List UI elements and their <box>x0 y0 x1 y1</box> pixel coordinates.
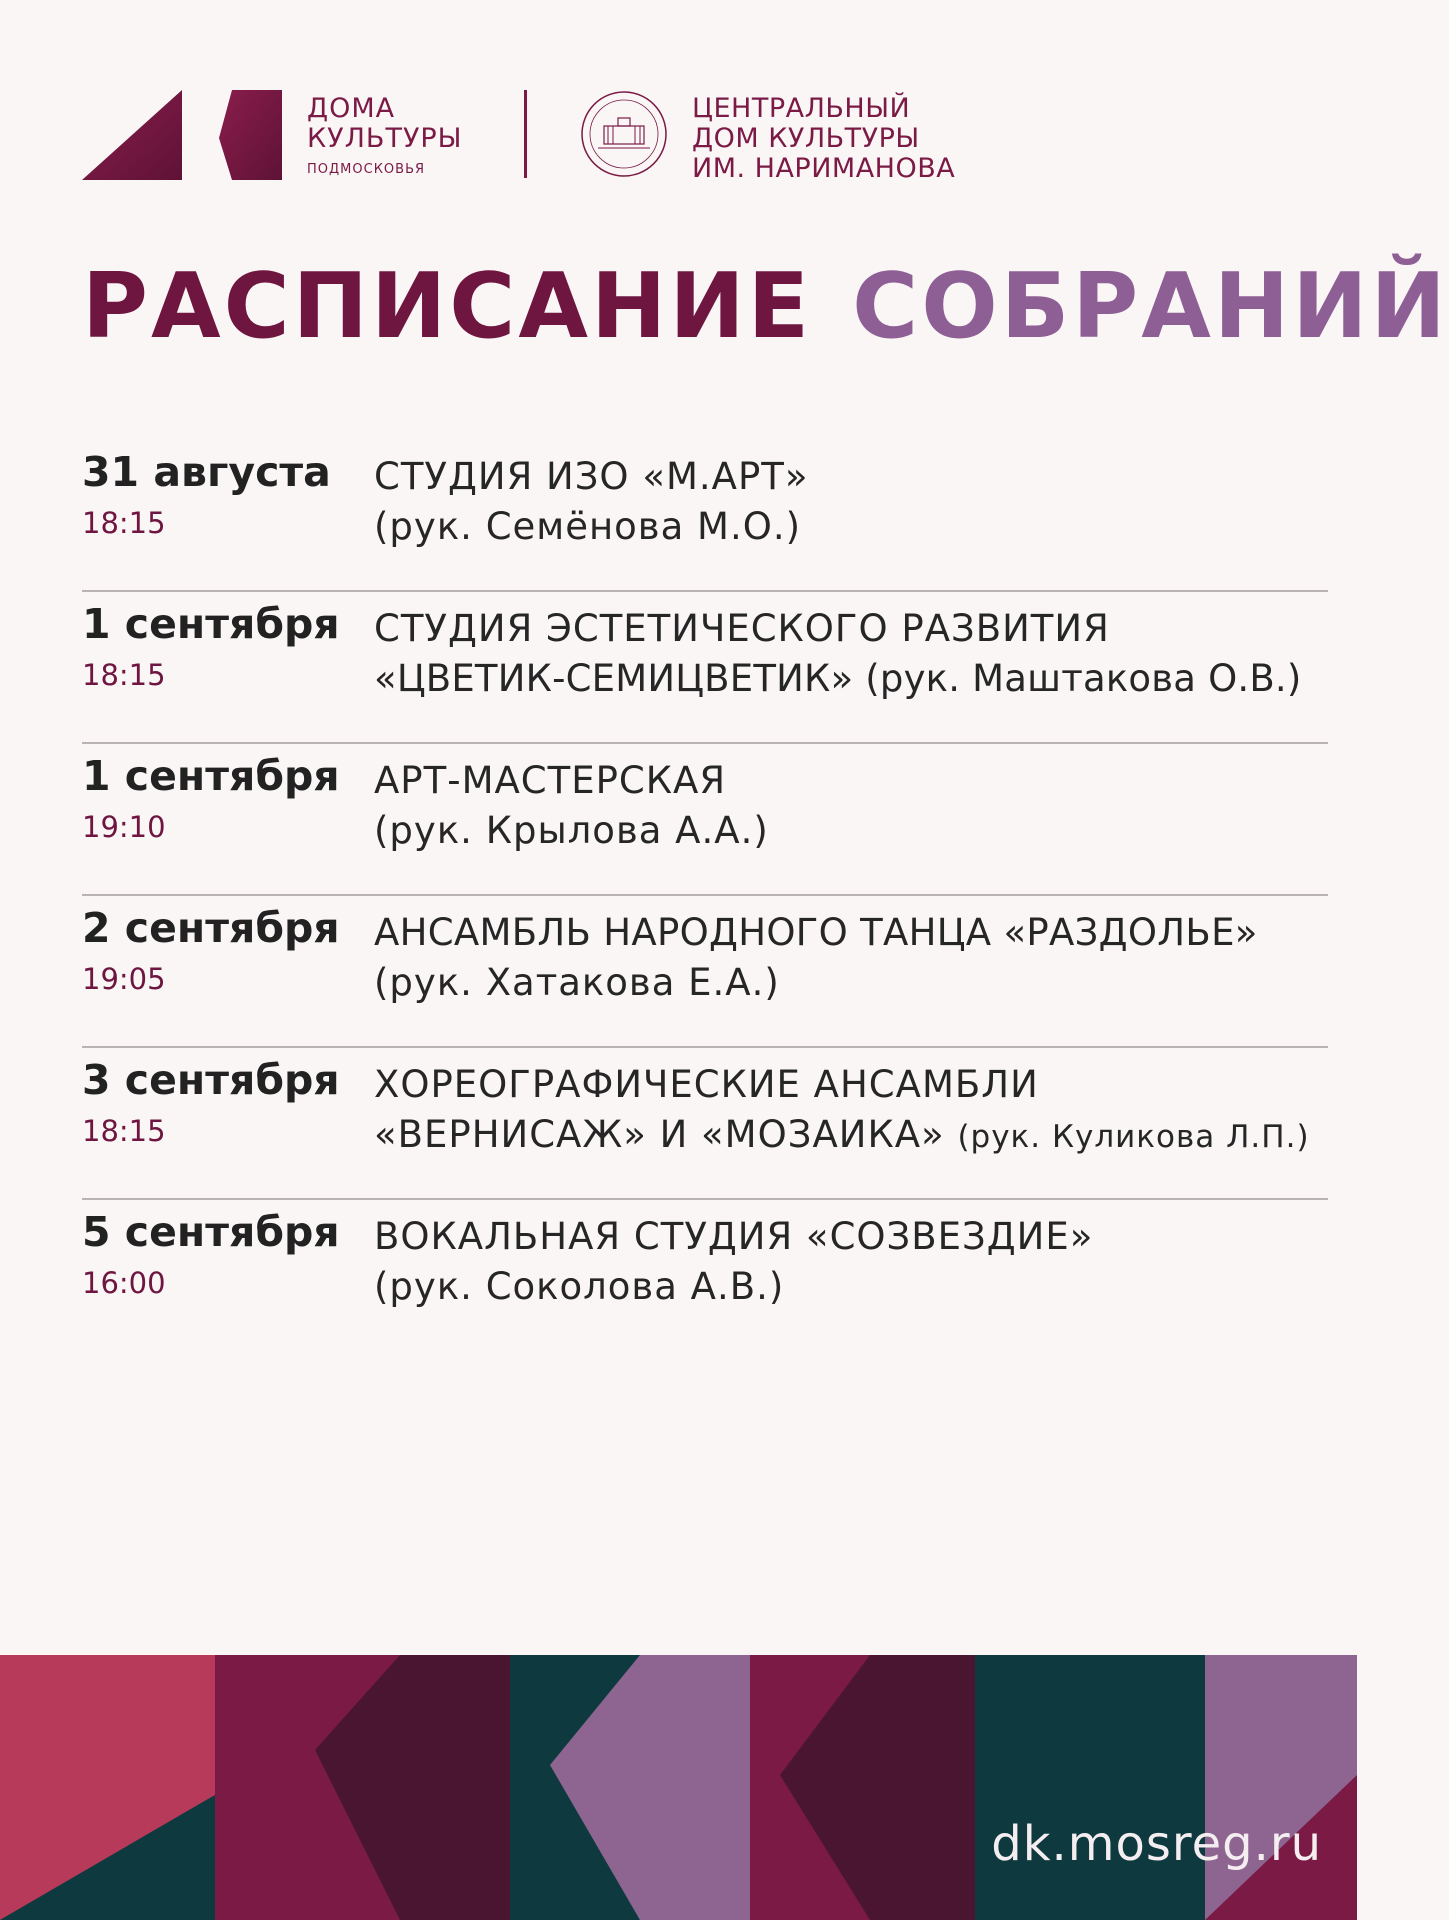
org-line-2: ДОМ КУЛЬТУРЫ <box>692 123 920 154</box>
title-part2: СОБРАНИЙ <box>852 254 1449 359</box>
row-title: АНСАМБЛЬ НАРОДНОГО ТАНЦА «РАЗДОЛЬЕ» <box>374 911 1258 954</box>
row-description <box>374 452 809 552</box>
row-date: 5 сентября <box>82 1208 340 1256</box>
doma-kultury-logo-icon <box>82 90 282 180</box>
row-leader <box>374 1110 1310 1162</box>
row-title: ХОРЕОГРАФИЧЕСКИЕ АНСАМБЛИ <box>374 1063 1039 1106</box>
row-title: СТУДИЯ ЭСТЕТИЧЕСКОГО РАЗВИТИЯ <box>374 607 1110 650</box>
row-time: 18:15 <box>82 658 166 692</box>
schedule-row <box>82 592 1328 744</box>
row-date: 1 сентября <box>82 600 340 648</box>
header-divider <box>524 90 527 178</box>
row-leader: (рук. Крылова А.А.) <box>374 809 769 852</box>
org-line-3: ИМ. НАРИМАНОВА <box>692 153 956 184</box>
row-title: СТУДИЯ ИЗО «М.АРТ» <box>374 455 809 498</box>
row-description <box>374 1212 1093 1312</box>
row-description <box>374 604 1302 704</box>
schedule-row <box>82 896 1328 1048</box>
org-name <box>692 94 955 184</box>
building-emblem-icon <box>580 90 668 178</box>
row-leader: (рук. Хатакова Е.А.) <box>374 961 780 1004</box>
row-date: 2 сентября <box>82 904 340 952</box>
header <box>82 90 1282 184</box>
row-title: АРТ-МАСТЕРСКАЯ <box>374 759 727 802</box>
schedule-row <box>82 1200 1328 1350</box>
site-url: dk.mosreg.ru <box>991 1816 1322 1872</box>
row-date: 1 сентября <box>82 752 340 800</box>
row-date: 31 августа <box>82 448 331 496</box>
footer-pattern <box>0 1655 1357 1920</box>
row-time: 19:05 <box>82 962 166 996</box>
row-leader: (рук. Соколова А.В.) <box>374 1265 785 1308</box>
schedule-row <box>82 1048 1328 1200</box>
row-leader: (рук. Семёнова М.О.) <box>374 505 802 548</box>
schedule-row <box>82 744 1328 896</box>
row-time: 19:10 <box>82 810 166 844</box>
title-part1: РАСПИСАНИЕ <box>82 254 813 359</box>
row-description <box>374 756 769 856</box>
page-title <box>82 254 1449 359</box>
org-line-1: ЦЕНТРАЛЬНЫЙ <box>692 93 911 124</box>
row-leader-small: (рук. Куликова Л.П.) <box>957 1119 1310 1155</box>
row-title: ВОКАЛЬНАЯ СТУДИЯ «СОЗВЕЗДИЕ» <box>374 1215 1094 1258</box>
schedule-row <box>82 440 1328 592</box>
row-time: 16:00 <box>82 1266 166 1300</box>
row-leader-main: «ВЕРНИСАЖ» И «МОЗАИКА» <box>374 1113 945 1156</box>
brand-text <box>307 94 463 177</box>
row-description <box>374 908 1258 1008</box>
brand-sub: ПОДМОСКОВЬЯ <box>307 162 426 177</box>
geometric-pattern <box>0 1655 1357 1920</box>
brand-line1: ДОМА <box>307 93 396 124</box>
row-description <box>374 1060 1310 1162</box>
row-time: 18:15 <box>82 506 166 540</box>
schedule-list <box>82 440 1328 1350</box>
brand-line2: КУЛЬТУРЫ <box>307 123 463 154</box>
row-time: 18:15 <box>82 1114 166 1148</box>
row-leader: «ЦВЕТИК-СЕМИЦВЕТИК» (рук. Маштакова О.В.) <box>374 657 1302 700</box>
row-date: 3 сентября <box>82 1056 340 1104</box>
